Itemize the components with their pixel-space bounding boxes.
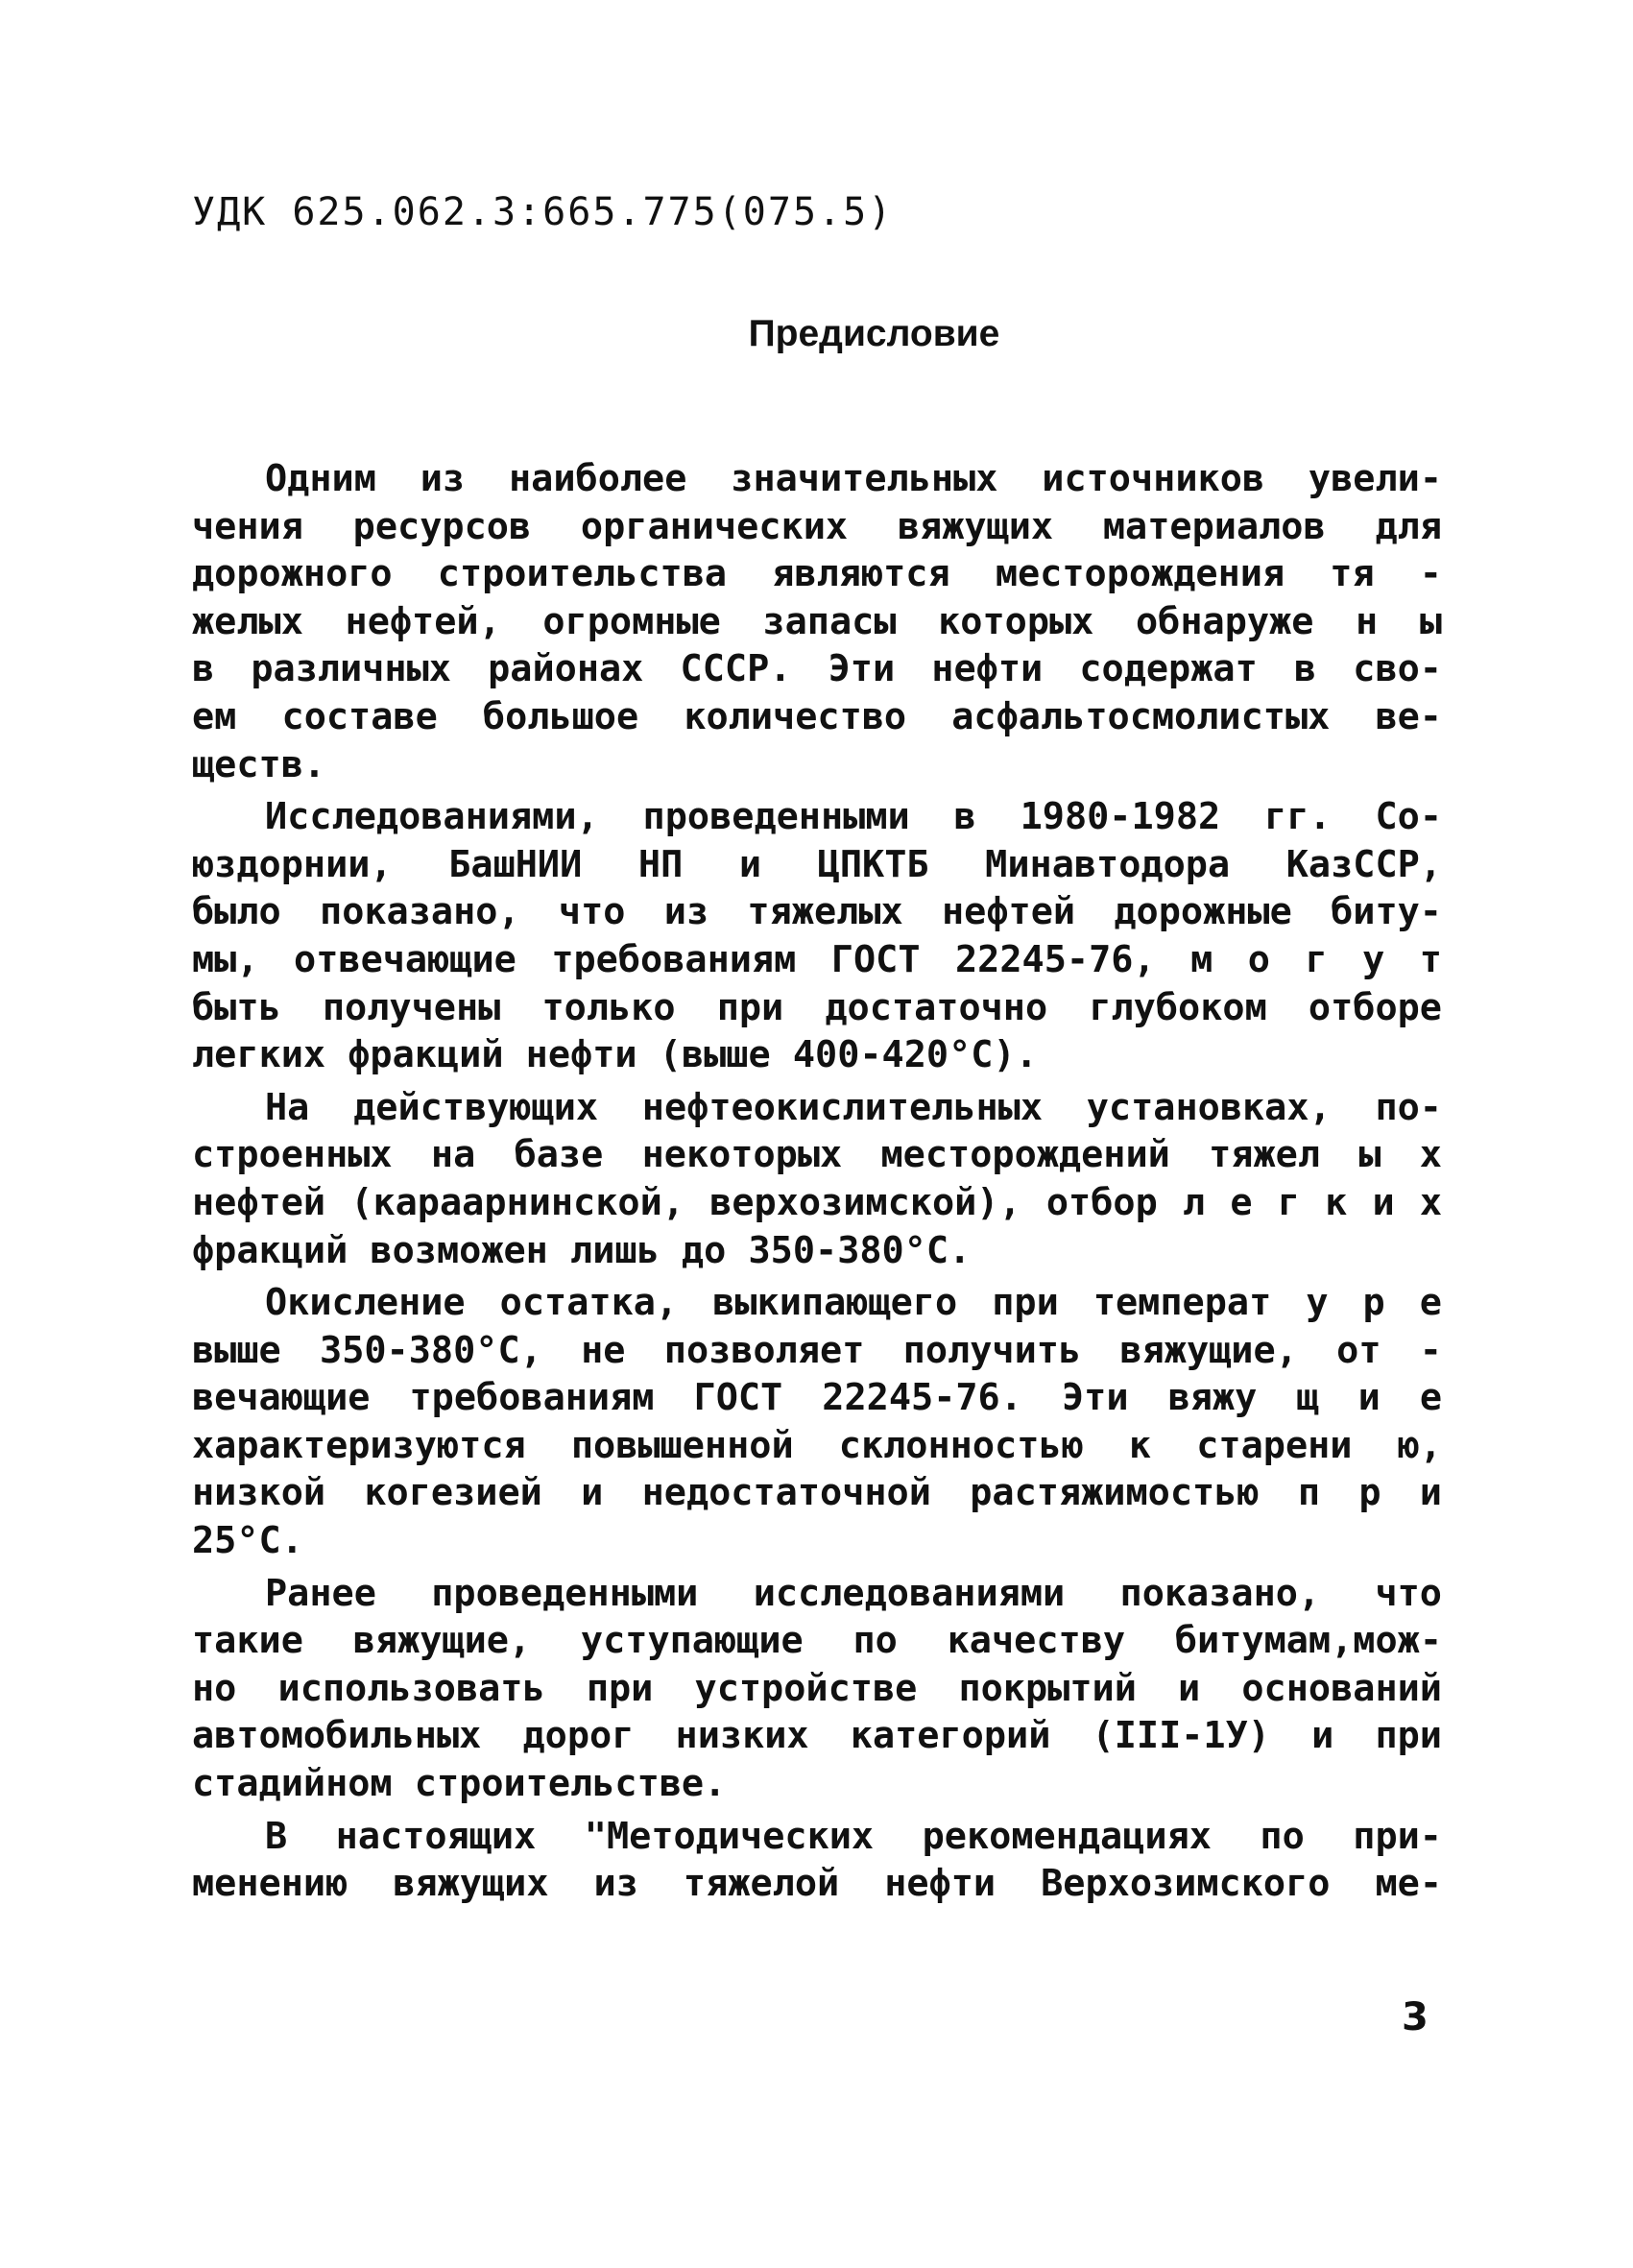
- text-line: 25°С.: [192, 1519, 303, 1563]
- section-title: Предисловие: [748, 313, 1000, 354]
- paragraph: [192, 1813, 1442, 1908]
- text-line: но использовать при устройстве покрытий и оснований: [192, 1666, 1442, 1710]
- text-line: фракций возможен лишь до 350-380°С.: [192, 1228, 972, 1272]
- body-text: [192, 455, 1442, 1913]
- text-line: чения ресурсов органических вяжущих материалов для: [192, 504, 1442, 548]
- text-line: характеризуются повышенной склонностью к старени ю,: [192, 1423, 1442, 1467]
- text-line: нефтей (караарнинской, верхозимской), отбор л е г к и х: [192, 1180, 1442, 1224]
- text-line: Одним из наиболее значительных источников увели-: [265, 457, 1442, 500]
- text-line: желых нефтей, огромные запасы которых обнаруже н ы: [192, 599, 1442, 643]
- text-line: было показано, что из тяжелых нефтей дорожные биту-: [192, 890, 1442, 934]
- text-line: такие вяжущие, уступающие по качеству битумам,мож-: [192, 1619, 1442, 1663]
- paragraph: [192, 1279, 1442, 1565]
- text-line: стадийном строительстве.: [192, 1762, 727, 1806]
- udk-code: УДК 625.062.3:665.775(075.5): [192, 190, 894, 234]
- text-line: Исследованиями, проведенными в 1980-1982 гг. Со-: [265, 795, 1442, 839]
- paragraph: [192, 1084, 1442, 1274]
- paragraph: [192, 793, 1442, 1079]
- text-line: юздорнии, БашНИИ НП и ЦПКТБ Минавтодора КазССР,: [192, 842, 1442, 886]
- text-line: в различных районах СССР. Эти нефти содержат в сво-: [192, 647, 1442, 691]
- text-line: На действующих нефтеокислительных установках, по-: [265, 1085, 1442, 1129]
- paragraph: [192, 1570, 1442, 1808]
- text-line: выше 350-380°С, не позволяет получить вяжущие, от -: [192, 1328, 1442, 1372]
- text-line: вечающие требованиям ГОСТ 22245-76. Эти вяжу щ и е: [192, 1376, 1442, 1420]
- text-line: дорожного строительства являются месторождения тя -: [192, 552, 1442, 596]
- text-line: ем составе большое количество асфальтосмолистых ве-: [192, 694, 1442, 738]
- text-line: автомобильных дорог низких категорий (III-1У) и при: [192, 1714, 1442, 1758]
- text-line: Ранее проведенными исследованиями показано, что: [265, 1571, 1442, 1615]
- paragraph: [192, 455, 1442, 788]
- text-line: быть получены только при достаточно глубоком отборе: [192, 985, 1442, 1029]
- text-line: Окисление остатка, выкипающего при температ у р е: [265, 1281, 1442, 1325]
- text-line: низкой когезией и недостаточной растяжимостью п р и: [192, 1471, 1442, 1515]
- text-line: мы, отвечающие требованиям ГОСТ 22245-76, м о г у т: [192, 937, 1442, 981]
- text-line: В настоящих "Методических рекомендациях по при-: [265, 1814, 1442, 1858]
- text-line: строенных на базе некоторых месторождений тяжел ы х: [192, 1133, 1442, 1177]
- text-line: легких фракций нефти (выше 400-420°С).: [192, 1033, 1038, 1077]
- text-line: менению вяжущих из тяжелой нефти Верхозимского ме-: [192, 1862, 1442, 1906]
- text-line: ществ.: [192, 742, 326, 786]
- page-number: 3: [1402, 1995, 1429, 2039]
